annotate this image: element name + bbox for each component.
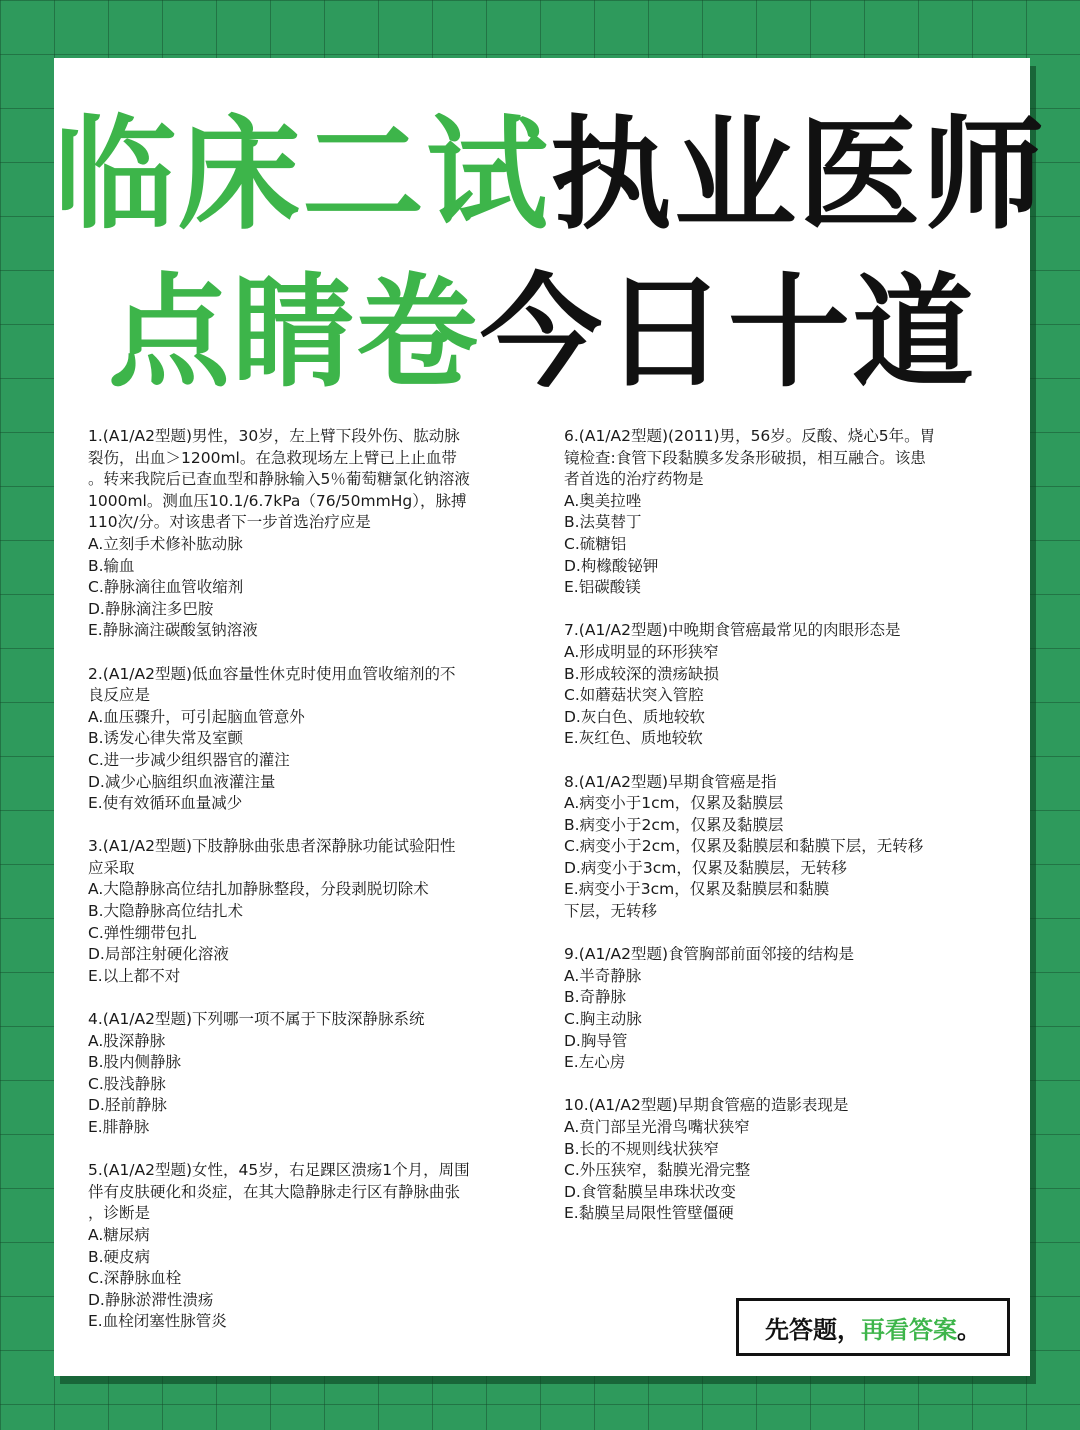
answer-option: 下层，无转移 [564,902,658,921]
answer-option: C.进一步减少组织器官的灌注 [88,750,290,769]
answer-option: E.以上都不对 [88,966,181,985]
question-block [564,620,994,750]
answer-option: C.如蘑菇状突入管腔 [564,686,704,705]
answer-option: A.股深静脉 [88,1031,166,1050]
answer-option: C.胸主动脉 [564,1010,642,1029]
answer-option: D.静脉滴注多巴胺 [88,599,214,618]
answer-option: E.灰红色、质地较软 [564,729,703,748]
question-stem-line: 良反应是 [88,686,151,705]
question-stem-line: 7.(A1/A2型题)中晚期食管癌最常见的肉眼形态是 [564,621,901,640]
paper-sheet [54,58,1046,1376]
question-stem-line: 1.(A1/A2型题)男性，30岁，左上臂下段外伤、肱动脉 [88,427,460,445]
answer-option: E.血栓闭塞性脉管炎 [88,1312,227,1331]
answer-option: D.局部注射硬化溶液 [88,945,229,964]
question-block [88,664,520,815]
question-block [564,426,994,599]
question-stem-line: 伴有皮肤硬化和炎症，在其大隐静脉走行区有静脉曲张 [88,1182,461,1201]
answer-hint-badge [736,1298,1010,1356]
title-line-2 [54,262,1030,404]
question-stem-line: 镜检查:食管下段黏膜多发条形破损，相互融合。该患 [564,448,926,467]
answer-option: E.黏膜呈局限性管壁僵硬 [564,1204,734,1223]
question-column-left [88,426,520,1355]
badge-text-green: 再看答案 [861,1315,957,1344]
question-stem-line: 5.(A1/A2型题)女性，45岁，右足踝区溃疡1个月，周围 [88,1161,470,1180]
question-stem-line: 8.(A1/A2型题)早期食管癌是指 [564,772,777,791]
answer-option: B.病变小于2cm，仅累及黏膜层 [564,815,784,834]
question-stem-line: 110次/分。对该患者下一步首选治疗应是 [88,513,371,532]
answer-option: A.半奇静脉 [564,966,642,985]
answer-option: B.硬皮病 [88,1247,151,1266]
question-block [88,1009,520,1139]
title-line-1 [54,104,1046,246]
question-stem-line: 10.(A1/A2型题)早期食管癌的造影表现是 [564,1096,849,1115]
answer-option: A.血压骤升，可引起脑血管意外 [88,707,305,726]
answer-option: E.腓静脉 [88,1118,150,1136]
badge-text-end: 。 [957,1315,981,1344]
answer-option: D.胫前静脉 [88,1096,167,1115]
answer-option: B.法莫替丁 [564,513,642,532]
answer-option: C.股浅静脉 [88,1074,166,1093]
answer-option: D.病变小于3cm，仅累及黏膜层，无转移 [564,858,847,877]
answer-option: B.输血 [88,556,135,575]
answer-option: A.立刻手术修补肱动脉 [88,534,243,553]
answer-option: A.奥美拉唑 [564,491,642,510]
answer-option: D.食管黏膜呈串珠状改变 [564,1182,736,1201]
answer-option: D.减少心脑组织血液灌注量 [88,772,276,791]
answer-option: E.左心房 [564,1053,626,1072]
title-line-1-green: 临床二试 [54,104,550,246]
question-block [88,836,520,987]
title-line-2-black: 今日十道 [480,262,976,404]
answer-option: C.深静脉血栓 [88,1269,182,1288]
question-block [564,944,994,1074]
answer-option: B.长的不规则线状狭窄 [564,1139,720,1158]
answer-option: D.枸橼酸铋钾 [564,556,659,575]
question-stem-line: 者首选的治疗药物是 [564,470,704,489]
question-column-right [564,426,994,1247]
answer-option: A.糖尿病 [88,1225,150,1244]
question-stem-line: 6.(A1/A2型题)(2011)男，56岁。反酸、烧心5年。胃 [564,427,936,445]
title-line-1-black: 执业医师 [550,104,1046,246]
answer-option: C.病变小于2cm，仅累及黏膜层和黏膜下层，无转移 [564,837,924,856]
question-stem-line: 4.(A1/A2型题)下列哪一项不属于下肢深静脉系统 [88,1010,425,1029]
question-block [88,426,520,642]
answer-option: B.奇静脉 [564,988,627,1007]
answer-option: C.弹性绷带包扎 [88,923,197,942]
question-stem-line: 9.(A1/A2型题)食管胸部前面邻接的结构是 [564,945,855,964]
answer-option: B.大隐静脉高位结扎术 [88,902,244,921]
answer-option: D.灰白色、质地较软 [564,707,705,726]
question-stem-line: ，诊断是 [88,1204,151,1223]
answer-option: A.贲门部呈光滑鸟嘴状狭窄 [564,1118,750,1136]
answer-option: B.形成较深的溃疡缺损 [564,664,720,683]
answer-option: C.静脉滴往血管收缩剂 [88,578,244,597]
answer-option: A.大隐静脉高位结扎加静脉整段，分段剥脱切除术 [88,880,429,899]
question-stem-line: 3.(A1/A2型题)下肢静脉曲张患者深静脉功能试验阳性 [88,837,456,856]
answer-option: B.诱发心律失常及室颤 [88,729,244,748]
question-stem-line: 应采取 [88,858,135,877]
question-block [564,1095,994,1225]
question-stem-line: 。转来我院后已查血型和静脉输入5％葡萄糖氯化钠溶液 [88,470,470,489]
badge-text-black: 先答题， [765,1315,861,1344]
question-block [88,1160,520,1333]
answer-option: A.病变小于1cm，仅累及黏膜层 [564,794,784,813]
answer-option: E.病变小于3cm，仅累及黏膜层和黏膜 [564,880,830,899]
answer-option: A.形成明显的环形狭窄 [564,642,719,661]
answer-option: E.使有效循环血量减少 [88,794,243,813]
answer-option: C.硫糖铝 [564,534,627,553]
answer-option: E.静脉滴注碳酸氢钠溶液 [88,621,258,640]
answer-option: E.铝碳酸镁 [564,578,641,597]
question-block [564,772,994,923]
answer-option: D.静脉淤滞性溃疡 [88,1290,214,1309]
question-stem-line: 2.(A1/A2型题)低血容量性休克时使用血管收缩剂的不 [88,664,456,683]
question-stem-line: 1000ml。测血压10.1/6.7kPa（76/50mmHg），脉搏 [88,491,467,510]
answer-option: B.股内侧静脉 [88,1053,182,1072]
answer-option: D.胸导管 [564,1031,628,1050]
title-line-2-green: 点睛卷 [108,262,480,404]
answer-option: C.外压狭窄，黏膜光滑完整 [564,1161,751,1180]
question-stem-line: 裂伤，出血＞1200ml。在急救现场左上臂已上止血带 [88,448,457,467]
